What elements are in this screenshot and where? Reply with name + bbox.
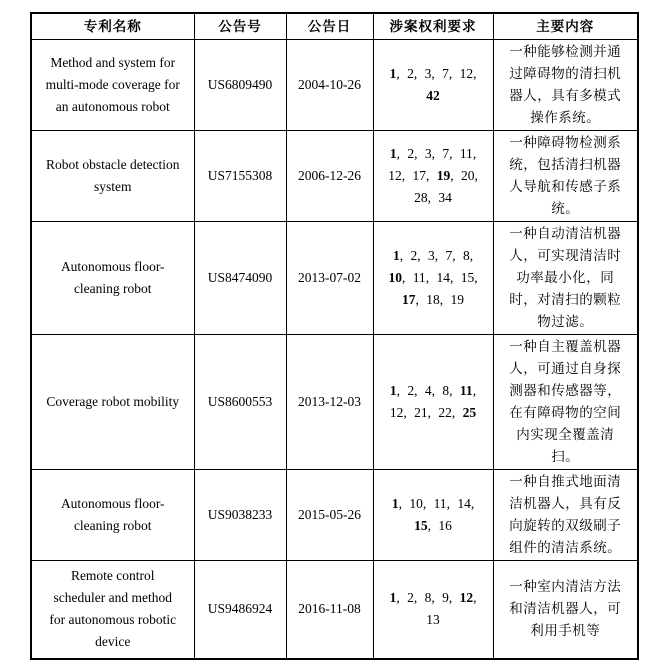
claim-number: 3	[424, 146, 432, 161]
table-row	[31, 222, 638, 335]
header-claims: 涉案权利要求	[373, 13, 493, 40]
claim-number: 19	[450, 292, 464, 307]
patent-table-body	[31, 40, 638, 659]
claims-cell: 1, 10, 11, 14, 15, 16	[373, 470, 493, 561]
claim-number: 7	[442, 146, 450, 161]
table-row	[31, 40, 638, 131]
publication-date-cell: 2013-12-03	[286, 335, 373, 470]
claim-number: 8	[462, 248, 470, 263]
header-main-content: 主要内容	[493, 13, 638, 40]
patent-name-cell: Robot obstacle detection system	[31, 131, 194, 222]
main-content-cell: 一种自主覆盖机器人，可通过自身探测器和传感器等，在有障碍物的空间内实现全覆盖清扫。	[493, 335, 638, 470]
claim-number: 12	[388, 168, 402, 183]
table-row	[31, 131, 638, 222]
claim-number: 19	[436, 168, 451, 183]
claim-number: 25	[462, 405, 477, 420]
claims-cell: 1, 2, 3, 7, 8, 10, 11, 14, 15, 17, 18, 19	[373, 222, 493, 335]
claim-number: 10	[388, 270, 402, 285]
publication-number-cell: US9038233	[194, 470, 286, 561]
claim-number: 11	[459, 146, 473, 161]
claim-number: 2	[410, 248, 418, 263]
patent-name-cell: Autonomous floor-cleaning robot	[31, 222, 194, 335]
publication-number-cell: US8600553	[194, 335, 286, 470]
claim-number: 2	[407, 383, 415, 398]
claim-number: 1	[389, 383, 397, 398]
claim-number: 17	[412, 168, 426, 183]
patent-name-cell: Autonomous floor-cleaning robot	[31, 470, 194, 561]
publication-date-cell: 2004-10-26	[286, 40, 373, 131]
claim-number: 12	[459, 66, 474, 81]
main-content-cell: 一种自推式地面清洁机器人，具有反向旋转的双级刷子组件的清洁系统。	[493, 470, 638, 561]
claim-number: 1	[389, 146, 397, 161]
patent-name-cell: Method and system for multi-mode coverage for an autonomous robot	[31, 40, 194, 131]
claim-number: 3	[424, 66, 432, 81]
claim-number: 11	[459, 383, 473, 398]
claim-number: 15	[460, 270, 475, 285]
publication-date-cell: 2006-12-26	[286, 131, 373, 222]
claim-number: 15	[414, 518, 428, 533]
claim-number: 4	[424, 383, 432, 398]
claim-number: 1	[389, 590, 397, 606]
table-row	[31, 561, 638, 659]
claim-number: 22	[438, 405, 452, 420]
publication-number-cell: US8474090	[194, 222, 286, 335]
claim-number: 11	[433, 496, 447, 511]
claim-number: 34	[438, 190, 452, 205]
publication-number-cell: US6809490	[194, 40, 286, 131]
claim-number: 2	[407, 590, 414, 606]
claim-number: 42	[426, 88, 440, 103]
claim-number: 13	[426, 612, 440, 628]
claims-cell: 1, 2, 3, 7, 11, 12, 17, 19, 20, 28, 34	[373, 131, 493, 222]
claim-number: 18	[426, 292, 440, 307]
claim-number: 9	[442, 590, 449, 606]
table-row	[31, 470, 638, 561]
claim-number: 1	[389, 66, 397, 81]
claim-number: 12	[459, 590, 474, 606]
claim-number: 1	[392, 248, 400, 263]
header-row	[31, 13, 638, 40]
claims-cell: 1, 2, 8, 9, 12, 13	[373, 561, 493, 659]
publication-number-cell: US7155308	[194, 131, 286, 222]
main-content-cell: 一种能够检测并通过障碍物的清扫机器人，具有多模式操作系统。	[493, 40, 638, 131]
claim-number: 1	[391, 496, 399, 511]
claim-number: 7	[442, 66, 449, 81]
claim-number: 20	[460, 168, 475, 183]
publication-date-cell: 2016-11-08	[286, 561, 373, 659]
claims-cell: 1, 2, 4, 8, 11, 12, 21, 22, 25	[373, 335, 493, 470]
publication-date-cell: 2013-07-02	[286, 222, 373, 335]
claim-number: 17	[402, 292, 416, 307]
header-patent-name: 专利名称	[31, 13, 194, 40]
main-content-cell: 一种障碍物检测系统，包括清扫机器人导航和传感子系统。	[493, 131, 638, 222]
claim-number: 21	[414, 405, 428, 420]
claim-number: 12	[389, 405, 404, 420]
claim-number: 7	[445, 248, 453, 263]
header-publication-number: 公告号	[194, 13, 286, 40]
claim-number: 14	[436, 270, 450, 285]
main-content-cell: 一种室内清洁方法和清洁机器人，可利用手机等	[493, 561, 638, 659]
claim-number: 8	[424, 590, 432, 606]
claim-number: 14	[457, 496, 471, 511]
claim-number: 2	[407, 66, 414, 81]
claim-number: 16	[438, 518, 452, 533]
patent-name-cell: Remote control scheduler and method for autonomous robotic device	[31, 561, 194, 659]
claim-number: 3	[427, 248, 435, 263]
claims-cell: 1, 2, 3, 7, 12, 42	[373, 40, 493, 131]
claim-number: 2	[407, 146, 415, 161]
claim-number: 11	[412, 270, 426, 285]
claim-number: 28	[414, 190, 428, 205]
publication-date-cell: 2015-05-26	[286, 470, 373, 561]
claim-number: 8	[442, 383, 450, 398]
main-content-cell: 一种自动清洁机器人，可实现清洁时功率最小化，同时，对清扫的颗粒物过滤。	[493, 222, 638, 335]
patent-table	[30, 12, 639, 660]
patent-name-cell: Coverage robot mobility	[31, 335, 194, 470]
claim-number: 10	[409, 496, 423, 511]
table-row	[31, 335, 638, 470]
header-publication-date: 公告日	[286, 13, 373, 40]
publication-number-cell: US9486924	[194, 561, 286, 659]
